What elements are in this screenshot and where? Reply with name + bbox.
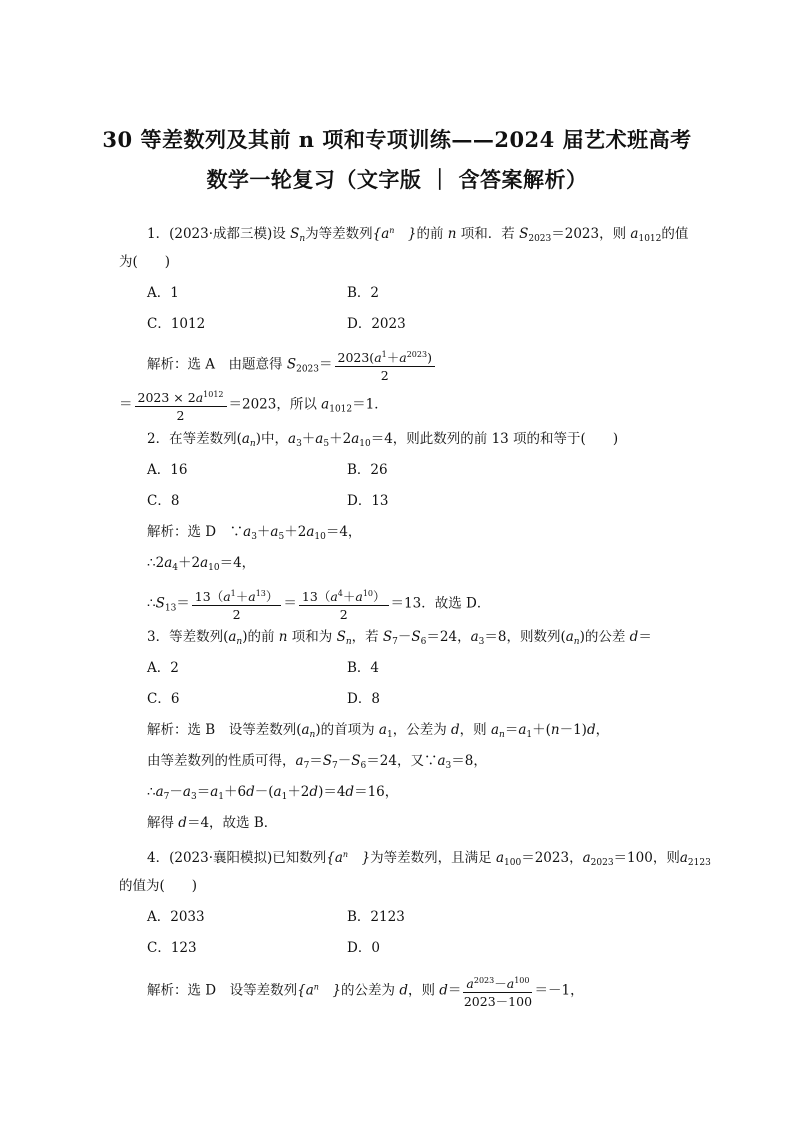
document-title-line1: 30 等差数列及其前 n 项和专项训练——2024 届艺术班高考 [102, 127, 692, 152]
q4-option-b: B．2123 [347, 909, 405, 925]
question-3-stem: 3．等差数列$(a_n)$的前 n 项和为 $S_n$，若 $S_7-S_6=24$，$a_3=8$，则数列$(a_n)$的公差 d＝ [147, 629, 652, 647]
question-2-stem: 2．在等差数列$(a_n)$中，$a_3+a_5+2a_{10}=4$，则此数列的前 13 项的和等于( ) [147, 431, 619, 449]
q3-option-c: C．6 [147, 691, 180, 707]
q2-option-a: A．16 [147, 462, 188, 478]
q4-option-d: D．0 [347, 940, 380, 956]
q3-solution-line4: 解得 d＝4，故选 B． [147, 815, 278, 831]
q1-option-a: A．1 [147, 285, 179, 301]
q3-solution-line3: $\therefore a_7-a_3=a_1+6d-(a_1+2d)=4d=16$， [147, 784, 399, 802]
question-1-stem-cont: 为( ) [119, 254, 171, 270]
q3-solution-line1: 解析：选 B 设等差数列$(a_n)$的首项为 $a_1$，公差为 d，则 $a_n=a_1+(n-1)d$， [147, 722, 610, 740]
q4-solution-line1: 解析：选 D 设等差数列{$a^n$ }的公差为 d，则 d＝ $\frac{a^{2023}-a^{100}}{2023-100}$ ＝－1， [147, 972, 584, 1010]
q3-option-d: D．8 [347, 691, 380, 707]
q3-solution-line2: 由等差数列的性质可得，$a_7=S_7-S_6=24$，又$\because a_3=8$， [147, 753, 487, 771]
q1-option-c: C．1012 [147, 316, 206, 332]
q2-option-d: D．13 [347, 493, 389, 509]
q2-solution-line2: $\therefore 2a_4+2a_{10}=4$， [147, 555, 256, 573]
q2-option-b: B．26 [347, 462, 388, 478]
q1-solution-line1: 解析：选 A 由题意得 $S_{2023}=$ $\frac{2023(a^1+a^{2023})}{2}$ [147, 346, 437, 384]
q4-option-a: A．2033 [147, 909, 205, 925]
q1-option-d: D．2023 [347, 316, 406, 332]
q1-solution-line2: ＝ $\frac{2023 \times 2a^{1012}}{2}$ ＝2023，所以 $a_{1012}=1$． [119, 386, 388, 424]
q3-option-a: A．2 [147, 660, 179, 676]
q1-option-b: B．2 [347, 285, 380, 301]
q2-solution-line1: 解析：选 D $\because a_3+a_5+2a_{10}=4$， [147, 524, 362, 542]
question-1-stem: 1．(2023·成都三模)设 $S_n$为等差数列{$a^n$ }的前 n 项和．若 $S_{2023}=2023$，则 $a_{1012}$的值 [147, 226, 689, 244]
question-4-stem-cont: 的值为( ) [119, 878, 198, 894]
q2-solution-line3: $\therefore S_{13}=$ $\frac{13(a^1+a^{13})}{2}$ ＝ $\frac{13(a^4+a^{10})}{2}$ ＝13．故选 D． [147, 585, 490, 623]
question-4-stem: 4．(2023·襄阳模拟)已知数列{$a^n$ }为等差数列，且满足 $a_{100}=2023$，$a_{2023}=100$，则$a_{2123}$ [147, 850, 711, 868]
document-title-line2: 数学一轮复习（文字版 ｜ 含答案解析） [206, 167, 588, 192]
q3-option-b: B．4 [347, 660, 380, 676]
q2-option-c: C．8 [147, 493, 180, 509]
q4-option-c: C．123 [147, 940, 197, 956]
